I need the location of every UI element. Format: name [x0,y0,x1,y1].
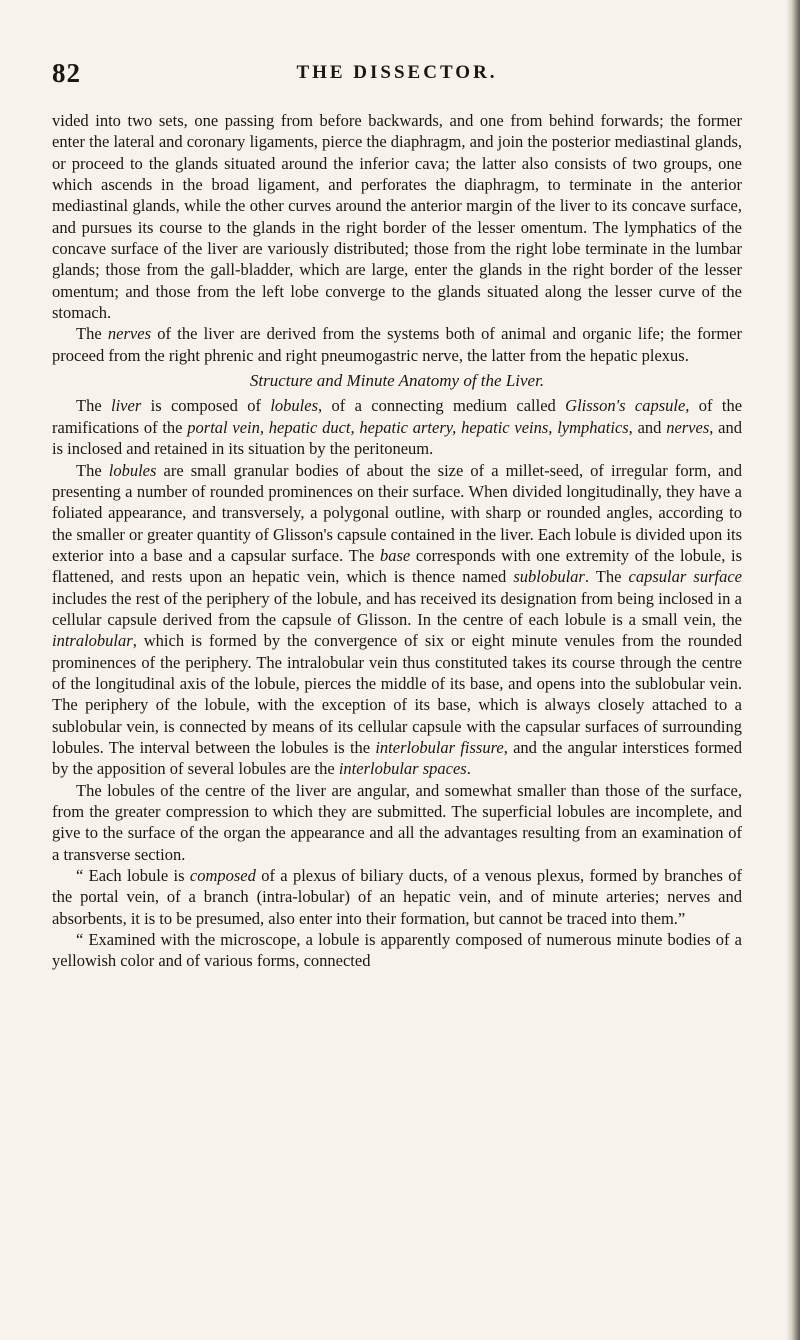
running-title: THE DISSECTOR. [296,62,498,83]
page-number: 82 [52,58,81,88]
paragraph-nerves: The nerves of the liver are derived from the systems both of animal and organic life; the former proceed from the right phrenic and right pneumogastric nerve, the latter from the hepatic plexus. [52,324,743,365]
term-interlobular-fissure: interlobular fissure [375,737,504,757]
paragraph-liver-composition: The liver is composed of lobules, of a connecting medium called Glisson's capsule, of the ramifications of the portal vein, hepatic duct, hepatic artery, hepatic veins, lymphatics, and nerves, and is inclosed and retained in its situation by the peritoneum. [52,396,743,459]
term-composed: composed [189,866,256,886]
paragraph-lobules: The lobules are small granular bodies of about the size of a millet-seed, of irregular form, and presenting a number of rounded prominences on their surface. When divided longitudinally, they have a foliated appearance, and transversely, a polygonal outline, with sharp or rounded angles, according to the smaller or greater quantity of Glisson's capsule contained in the liver. Each lobule is divided upon its exterior into a base and a capsular surface. The base corresponds with one extremity of the lobule, is flattened, and rests upon an hepatic vein, which is thence named sublobular. The capsular surface includes the rest of the periphery of the lobule, and has received its designation from being inclosed in a cellular capsule derived from the capsule of Glisson. In the centre of each lobule is a small vein, the intralobular, which is formed by the convergence of six or eight minute venules from the rounded prominences of the periphery. The intralobular vein thus constituted takes its course through the centre of the longitudinal axis of the lobule, pierces the middle of its base, and opens into the sublobular vein. The periphery of the lobule, with the exception of its base, which is always closely attached to a sublobular vein, is connected by means of its cellular capsule with the capsular surfaces of surrounding lobules. The interval between the lobules is the interlobular fissure, and the angular interstices formed by the apposition of several lobules are the interlobular spaces. [52,460,743,779]
paragraph-centre-lobules: The lobules of the centre of the liver are angular, and somewhat smaller than those of the surface, from the greater compression to which they are submitted. The superficial lobules are incomplete, and give to the surface of the organ the appearance and all the advantages resulting from an examination of a transverse section. [52,780,742,864]
page-edge [786,0,800,1340]
term-nerves-2: nerves [666,417,710,437]
section-heading: Structure and Minute Anatomy of the Liver. [249,371,545,391]
term-glissons-capsule: Glisson's capsule [565,396,686,416]
paragraph-lymphatics: vided into two sets, one passing from before backwards, and one from behind forwards; the former enter the lateral and coronary ligaments, pierce the diaphragm, and join the posterior mediastinal glands, or proceed to the glands situated around the inferior cava; the latter also consists of two groups, one which ascends in the broad ligament, and perforates the diaphragm, to terminate in the anterior mediastinal glands, while the other curves around the anterior margin of the liver to its concave surface, and pursues its course to the glands in the right border of the lesser omentum. The lymphatics of the concave surface of the liver are variously distributed; those from the right lobe terminate in the lumbar glands; those from the gall-bladder, which are large, enter the glands in the right border of the lesser omentum; and those from the left lobe converge to the glands situated along the lesser curve of the stomach. [52,111,742,323]
term-base: base [379,545,411,565]
paragraph-microscope: “ Examined with the microscope, a lobule is apparently composed of numerous minute bodies of a yellowish color and of various forms, connected [52,930,742,971]
term-intralobular: intralobular [52,631,133,651]
term-interlobular-spaces: interlobular spaces [338,759,467,779]
page-body [52,110,742,972]
term-vessels: portal vein, hepatic duct, hepatic artery, hepatic veins, lymphatics, [187,417,633,437]
term-lobules-2: lobules [108,460,157,480]
term-capsular-surface: capsular surface [628,567,742,587]
term-liver: liver [111,396,142,416]
term-sublobular: sublobular [513,567,585,587]
paragraph-lobule-quote: “ Each lobule is composed of a plexus of biliary ducts, of a venous plexus, formed by branches of the portal vein, of a branch (intra-lobular) of an hepatic vein, and of minute arteries; nerves and absorbents, it is to be presumed, also enter into their formation, but cannot be traced into them.” [52,866,743,928]
page-header [52,58,742,98]
term-lobules: lobules [270,396,318,416]
term-nerves: nerves [107,324,151,344]
